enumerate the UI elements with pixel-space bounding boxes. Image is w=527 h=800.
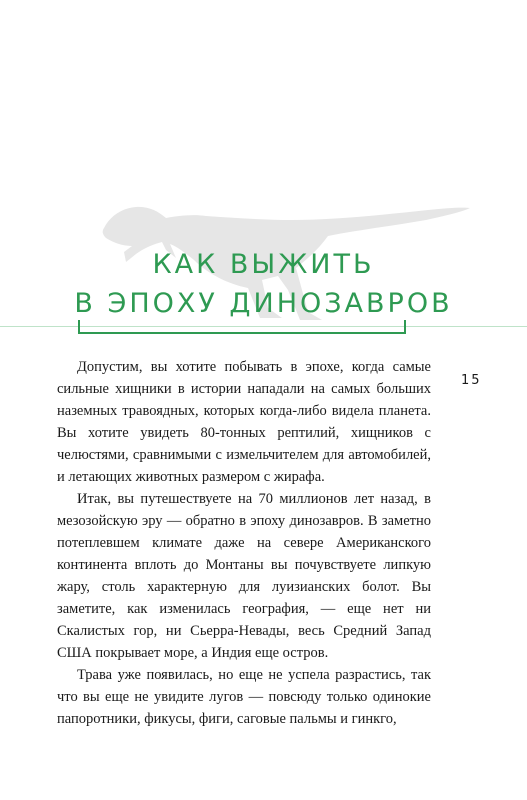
bracket-bar xyxy=(78,332,406,334)
chapter-title-line-2: В ЭПОХУ ДИНОЗАВРОВ xyxy=(74,288,453,319)
chapter-title-line-1: КАК ВЫЖИТЬ xyxy=(152,249,375,280)
title-underline-bracket xyxy=(78,320,406,334)
bracket-right-tick xyxy=(404,320,406,334)
paragraph-3: Трава уже появилась, но еще не успела разрастись, так что вы еще не увидите лугов — повсюду только одинокие папоротники, фикусы, фиги, саговые пальмы и гинкго, xyxy=(57,667,431,727)
paragraph-2: Итак, вы путешествуете на 70 миллионов лет назад, в мезозойскую эру — обратно в эпоху динозавров. В заметно потеплевшем климате даже на севере Американского континента вплоть до Монтаны вы почувствуете липкую жару, столь характерную для луизианских болот. Вы заметите, как изменилась география, — еще нет ни Скалистых гор, ни Сьерра-Невады, весь Средний Запад США покрывает море, а Индия еще остров. xyxy=(57,491,431,661)
paragraph-1: Допустим, вы хотите побывать в эпохе, когда самые сильные хищники в истории нападали на самых больших наземных травоядных, которых когда-либо видела планета. Вы хотите увидеть 80-тонных рептилий, хищников с челюстями, сравнимыми с измельчителем для автомобилей, и летающих животных размером с жирафа. xyxy=(57,359,431,485)
bracket-left-tick xyxy=(78,320,80,334)
body-text xyxy=(57,356,431,730)
page-number: 15 xyxy=(461,373,482,388)
